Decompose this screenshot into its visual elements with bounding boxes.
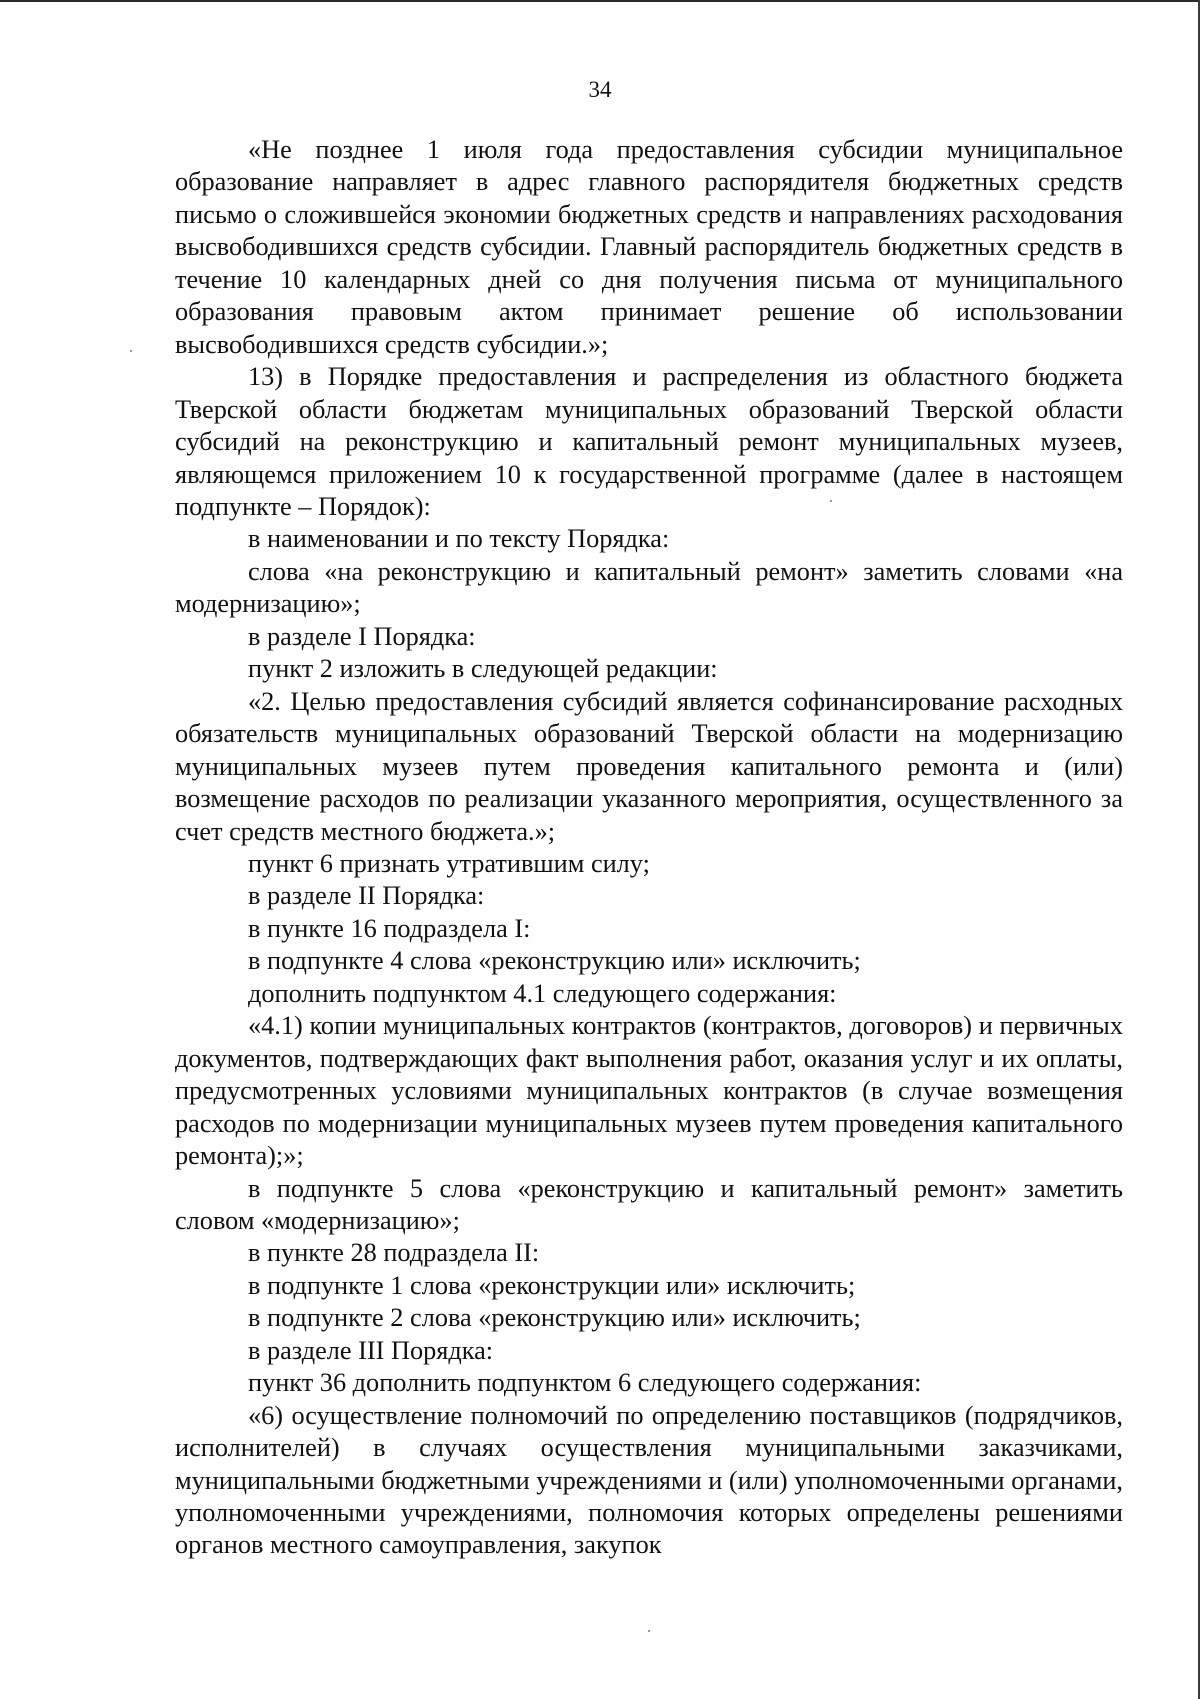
paragraph-add-subpoint-4-1: дополнить подпунктом 4.1 следующего содержания: (248, 978, 837, 1008)
paragraph-point-2-edit: пункт 2 изложить в следующей редакции: (248, 654, 718, 684)
paragraph-subpoint-2: в подпункте 2 слова «реконструкцию или» исключить; (248, 1303, 861, 1333)
paragraph-subpoint-4-1-text: «4.1) копии муниципальных контрактов (контрактов, договоров) и первичных документов, подтверждающих факт выполнения работ, оказания услуг и их оплаты, предусмотренных условиями муниципальных контрактов (в случае возмещения расходов по модернизации муниципальных музеев путем проведения капитального ремонта);»; (175, 1011, 1123, 1171)
paragraph-point-36: пункт 36 дополнить подпунктом 6 следующего содержания: (248, 1368, 922, 1398)
scan-speck (130, 350, 132, 352)
paragraph-section-2: в разделе II Порядка: (248, 881, 485, 911)
scan-speck (648, 1630, 650, 1632)
paragraph-replace-words: слова «на реконструкцию и капитальный ремонт» заметить словами «на модернизацию»; (175, 556, 1123, 619)
scan-speck (830, 500, 832, 502)
paragraph-point-28: в пункте 28 подраздела II: (248, 1238, 540, 1268)
paragraph-subpoint-1: в подпункте 1 слова «реконструкции или» исключить; (248, 1270, 856, 1300)
paragraph-point-16: в пункте 16 подраздела I: (248, 913, 531, 943)
paragraph-subpoint-6-text: «6) осуществление полномочий по определению поставщиков (подрядчиков, исполнителей) в случаях осуществления муниципальными заказчиками, муниципальными бюджетными учреждениями и (или) уполномоченными органами, уполномоченными учреждениями, полномочия которых определены решениями органов местного самоуправления, закупок (175, 1400, 1123, 1560)
page-number: 34 (588, 77, 612, 102)
scan-top-edge (0, 0, 1200, 2)
paragraph-point-6: пункт 6 признать утратившим силу; (248, 848, 650, 878)
paragraph-subsidy-savings-letter: «Не позднее 1 июля года предоставления субсидии муниципальное образование направляет в адрес главного распорядителя бюджетных средств письмо о сложившейся экономии бюджетных средств и направлениях расходования высвободившихся средств субсидии. Главный распорядитель бюджетных средств в течение 10 календарных дней со дня получения письма от муниципального образования правовым актом принимает решение об использовании высвободившихся средств субсидии.»; (175, 135, 1123, 359)
paragraph-section-1: в разделе I Порядка: (248, 621, 476, 651)
paragraph-subpoint-4: в подпункте 4 слова «реконструкцию или» исключить; (248, 946, 861, 976)
paragraph-subpoint-5: в подпункте 5 слова «реконструкцию и капитальный ремонт» заметить словом «модернизацию»; (175, 1173, 1123, 1235)
document-body (175, 134, 1123, 1562)
paragraph-point-2-text: «2. Целью предоставления субсидий является софинансирование расходных обязательств муниципальных образований Тверской области на модернизацию муниципальных музеев путем проведения капитального ремонта и (или) возмещение расходов по реализации указанного мероприятия, осуществленного за счет средств местного бюджета.»; (175, 686, 1123, 846)
paragraph-title-and-text: в наименовании и по тексту Порядка: (248, 524, 670, 554)
paragraph-item-13: 13) в Порядке предоставления и распределения из областного бюджета Тверской области бюджетам муниципальных образований Тверской области субсидий на реконструкцию и капитальный ремонт муниципальных музеев, являющемся приложением 10 к государственной программе (далее в настоящем подпункте – Порядок): (175, 362, 1123, 521)
paragraph-section-3: в разделе III Порядка: (248, 1335, 494, 1365)
